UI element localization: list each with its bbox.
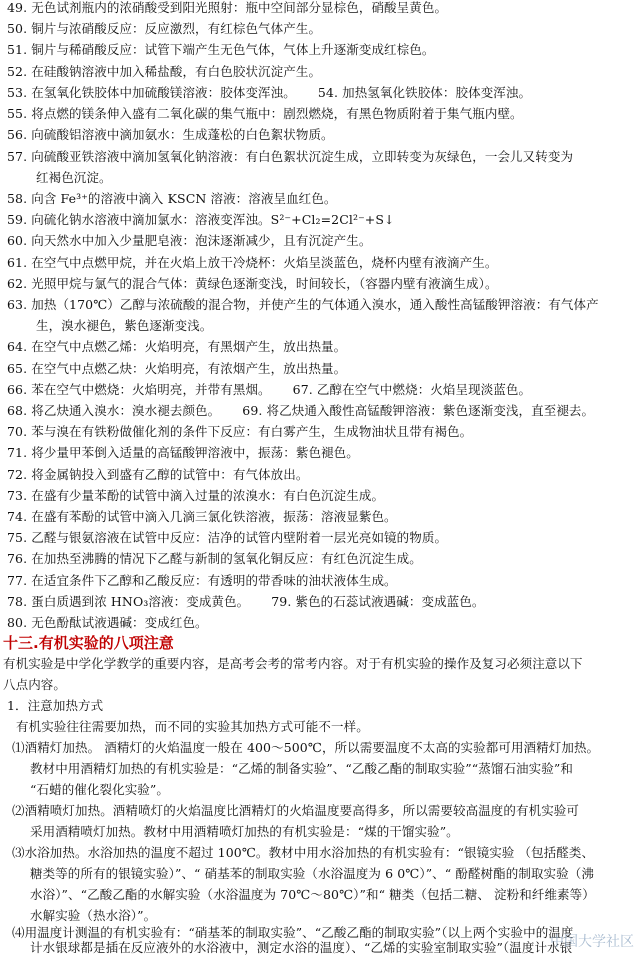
paragraph-line: 有机实验往往需要加热，而不同的实验其加热方式可能不一样。 bbox=[16, 719, 369, 734]
list-item-60: 60. 向天然水中加入少量肥皂液：泡沫逐渐减少，且有沉淀产生。 bbox=[7, 233, 372, 248]
watermark-logo: 中国大学社区 bbox=[550, 934, 634, 950]
list-item-55: 55. 将点燃的镁条伸入盛有二氧化碳的集气瓶中：剧烈燃烧，有黑色物质附着于集气瓶内壁。 bbox=[7, 106, 523, 121]
list-item-68-69 bbox=[7, 403, 640, 419]
list-item-52: 52. 在硅酸钠溶液中加入稀盐酸，有白色胶状沉淀产生。 bbox=[7, 64, 322, 79]
subsection-title: 1．注意加热方式 bbox=[7, 698, 104, 713]
list-item-76: 76. 在加热至沸腾的情况下乙醛与新制的氢氧化铜反应：有红色沉淀生成。 bbox=[7, 551, 422, 566]
list-item-51: 51. 铜片与稀硝酸反应：试管下端产生无色气体，气体上升逐渐变成红棕色。 bbox=[7, 42, 435, 57]
list-item-66: 66. 苯在空气中燃烧：火焰明亮，并带有黑烟。 bbox=[7, 382, 271, 397]
paragraph-line: ⑴酒精灯加热。 酒精灯的火焰温度一般在 400～500℃，所以需要温度不太高的实验都可用酒精灯加热。 bbox=[12, 740, 600, 755]
paragraph-line: 水浴）”、“乙酸乙酯的水解实验（水浴温度为 70℃～80℃）”和“ 糖类（包括二糖、 淀粉和纤维素等） bbox=[30, 887, 595, 902]
list-item-80: 80. 无色酚酞试液遇碱：变成红色。 bbox=[7, 615, 208, 630]
list-item-53: 53. 在氢氧化铁胶体中加硫酸镁溶液：胶体变浑浊。 bbox=[7, 85, 296, 100]
paragraph-line: 计水银球都是插在反应液外的水浴液中，测定水浴的温度）、“乙烯的实验室制取实验”（温度计水银 bbox=[30, 940, 573, 955]
paragraph-line: ⑷用温度计测温的有机实验有：“硝基苯的制取实验”、“乙酸乙酯的制取实验”（以上两个实验中的温度 bbox=[12, 925, 574, 940]
list-item-78-79 bbox=[7, 594, 640, 610]
paragraph-line: 糖类等的所有的银镜实验）”、“ 硝基苯的制取实验（水浴温度为 6 0℃）”、“ 酚醛树酯的制取实验（沸 bbox=[30, 866, 594, 881]
paragraph-line: ⑵酒精喷灯加热。酒精喷灯的火焰温度比酒精灯的火焰温度要高得多，所以需要较高温度的有机实验可 bbox=[12, 803, 580, 818]
list-item-50: 50. 铜片与浓硝酸反应：反应激烈，有红棕色气体产生。 bbox=[7, 21, 322, 36]
section-heading: 十三.有机实验的八项注意 bbox=[3, 634, 174, 652]
list-item-79: 79. 紫色的石蕊试液遇碱：变成蓝色。 bbox=[271, 594, 485, 609]
list-item-72: 72. 将金属钠投入到盛有乙醇的试管中：有气体放出。 bbox=[7, 467, 309, 482]
list-item-68: 68. 将乙炔通入溴水：溴水褪去颜色。 bbox=[7, 403, 221, 418]
list-item-62: 62. 光照甲烷与氯气的混合气体：黄绿色逐渐变浅，时间较长，（容器内壁有液滴生成）。 bbox=[7, 276, 498, 291]
list-item-74: 74. 在盛有苯酚的试管中滴入几滴三氯化铁溶液，振荡：溶液显紫色。 bbox=[7, 509, 397, 524]
list-item-64: 64. 在空气中点燃乙烯：火焰明亮，有黑烟产生，放出热量。 bbox=[7, 339, 347, 354]
list-item-70: 70. 苯与溴在有铁粉做催化剂的条件下反应：有白雾产生，生成物油状且带有褐色。 bbox=[7, 424, 473, 439]
list-item-71: 71. 将少量甲苯倒入适量的高锰酸钾溶液中，振荡：紫色褪色。 bbox=[7, 445, 359, 460]
paragraph-line: ⑶水浴加热。水浴加热的温度不超过 100℃。教材中用水浴加热的有机实验有：“银镜实验 （包括醛类、 bbox=[12, 845, 595, 860]
list-item-73: 73. 在盛有少量苯酚的试管中滴入过量的浓溴水：有白色沉淀生成。 bbox=[7, 488, 385, 503]
paragraph-line: “石蜡的催化裂化实验”。 bbox=[30, 782, 169, 797]
list-item-59: 59. 向硫化钠水溶液中滴加氯水：溶液变浑浊。S²⁻+Cl₂=2Cl²⁻+S↓ bbox=[7, 212, 395, 227]
list-item-57: 57. 向硫酸亚铁溶液中滴加氢氧化钠溶液：有白色絮状沉淀生成，立即转变为灰绿色，一会儿又转变为 bbox=[7, 149, 574, 164]
list-item-56: 56. 向硫酸铝溶液中滴加氨水：生成蓬松的白色絮状物质。 bbox=[7, 127, 334, 142]
list-item-49: 49. 无色试剂瓶内的浓硝酸受到阳光照射：瓶中空间部分显棕色，硝酸呈黄色。 bbox=[7, 0, 448, 15]
list-item-63-cont: 生，溴水褪色，紫色逐渐变浅。 bbox=[36, 318, 213, 333]
paragraph-line: 采用酒精喷灯加热。教材中用酒精喷灯加热的有机实验是：“煤的干馏实验”。 bbox=[30, 824, 459, 839]
list-item-57-cont: 红褐色沉淀。 bbox=[36, 170, 112, 185]
paragraph-line: 水解实验（热水浴）”。 bbox=[30, 908, 157, 923]
list-item-54: 54. 加热氢氧化铁胶体：胶体变浑浊。 bbox=[317, 85, 532, 100]
list-item-75: 75. 乙醛与银氨溶液在试管中反应：洁净的试管内壁附着一层光亮如镜的物质。 bbox=[7, 530, 448, 545]
list-item-61: 61. 在空气中点燃甲烷，并在火焰上放干冷烧杯：火焰呈淡蓝色，烧杯内壁有液滴产生。 bbox=[7, 255, 498, 270]
list-item-66-67 bbox=[7, 382, 640, 398]
list-item-69: 69. 将乙炔通入酸性高锰酸钾溶液：紫色逐渐变浅，直至褪去。 bbox=[242, 403, 595, 418]
list-item-58: 58. 向含 Fe³⁺的溶液中滴入 KSCN 溶液：溶液呈血红色。 bbox=[7, 191, 337, 206]
list-item-67: 67. 乙醇在空气中燃烧：火焰呈现淡蓝色。 bbox=[292, 382, 532, 397]
intro-line-2: 八点内容。 bbox=[3, 677, 67, 692]
list-item-53-54 bbox=[7, 85, 640, 101]
list-item-65: 65. 在空气中点燃乙炔：火焰明亮，有浓烟产生，放出热量。 bbox=[7, 361, 347, 376]
intro-line-1: 有机实验是中学化学教学的重要内容，是高考会考的常考内容。对于有机实验的操作及复习必须注意以下 bbox=[3, 656, 583, 671]
list-item-63: 63. 加热（170℃）乙醇与浓硫酸的混合物，并使产生的气体通入溴水，通入酸性高锰酸钾溶液：有气体产 bbox=[7, 297, 599, 312]
list-item-77: 77. 在适宜条件下乙醇和乙酸反应：有透明的带香味的油状液体生成。 bbox=[7, 573, 397, 588]
paragraph-line: 教材中用酒精灯加热的有机实验是：“乙烯的制备实验”、“乙酸乙酯的制取实验”“蒸馏石油实验”和 bbox=[30, 761, 573, 776]
list-item-78: 78. 蛋白质遇到浓 HNO₃溶液：变成黄色。 bbox=[7, 594, 250, 609]
